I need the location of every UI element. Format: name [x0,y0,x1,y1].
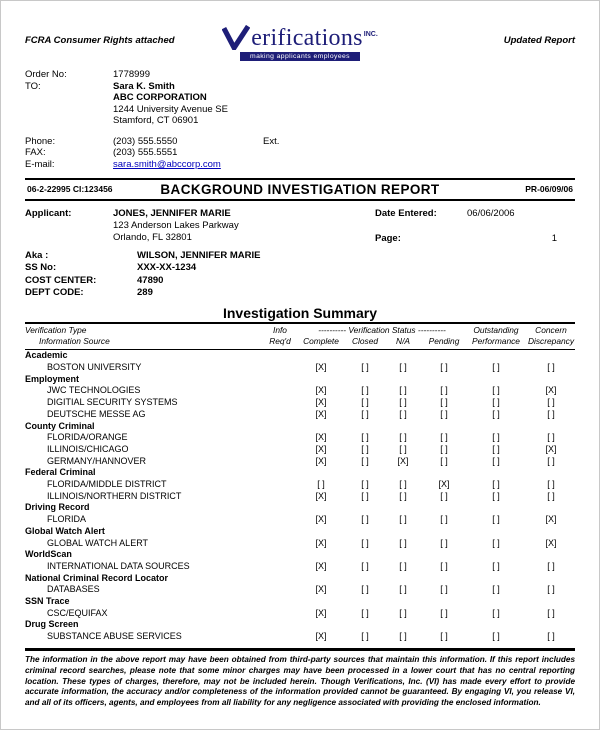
source-row [25,514,575,526]
mark-pending: [ ] [440,362,448,373]
source-row [25,561,575,573]
source-row [25,608,575,620]
source-label: GLOBAL WATCH ALERT [47,537,149,548]
fax-label: FAX: [25,147,46,159]
mark-na: [ ] [399,560,407,571]
mark-concern: [X] [545,537,557,548]
mark-na: [ ] [399,362,407,373]
summary-table-header [25,324,575,350]
category-label: Employment [25,373,80,384]
category-row [25,596,575,608]
mark-na: [X] [397,455,409,466]
category-label: National Criminal Record Locator [25,572,169,583]
mark-closed: [ ] [361,490,369,501]
mark-pending: [ ] [440,560,448,571]
mark-complete: [ ] [317,479,325,490]
mark-na: [ ] [399,408,407,419]
bottom-rule [25,648,575,651]
disclaimer-text: The information in the above report may have been obtained from third-party sources that maintain this information. If this report includes criminal record searches, please note that some minor charges may have been processed in a lower court that has no central reporting location. These types of charges, therefore, may not be included herein. Though Verifications, Inc. (VI) has made every effort to provide accurate information, the accuracy and/or completeness of the information provided cannot be guaranteed. By engaging VI, you release VI, and all of its officers, agents, and employees from all liability for any negligence associated with providing the enclosed information. [25,654,575,708]
source-row [25,432,575,444]
mark-pending: [ ] [440,631,448,642]
source-row [25,479,575,491]
mark-outstanding: [ ] [492,560,500,571]
order-block [25,69,575,171]
mark-closed: [ ] [361,408,369,419]
category-label: SSN Trace [25,596,70,607]
header-performance: Performance [472,336,520,347]
header-pending: Pending [428,336,460,347]
mark-na: [ ] [399,479,407,490]
mark-closed: [ ] [361,385,369,396]
mark-concern: [X] [545,385,557,396]
mark-outstanding: [ ] [492,362,500,373]
order-no-label: Order No: [25,69,67,80]
category-row [25,573,575,585]
mark-pending: [ ] [440,490,448,501]
header-closed: Closed [351,336,379,347]
category-label: County Criminal [25,420,95,431]
date-entered-value: 06/06/2006 [467,207,515,219]
mark-outstanding: [ ] [492,397,500,408]
mark-closed: [ ] [361,479,369,490]
mark-concern: [ ] [547,455,555,466]
category-row [25,619,575,631]
mark-closed: [ ] [361,584,369,595]
mark-concern: [ ] [547,584,555,595]
category-label: WorldScan [25,549,72,560]
page-header [25,25,575,61]
phone-label: Phone: [25,135,56,147]
source-label: JWC TECHNOLOGIES [47,385,141,396]
source-label: CSC/EQUIFAX [47,607,108,618]
source-label: DATABASES [47,584,100,595]
source-label: GERMANY/HANNOVER [47,455,147,466]
applicant-label: Applicant: [25,207,72,219]
mark-outstanding: [ ] [492,584,500,595]
applicant-section [25,208,575,245]
header-concern: Concern [535,325,567,336]
summary-table-body [25,350,575,643]
report-left-code: 06-2-22995 CI:123456 [27,184,113,195]
mark-closed: [ ] [361,443,369,454]
mark-complete: [X] [315,514,327,525]
source-label: ILLINOIS/NORTHERN DISTRICT [47,490,182,501]
category-row [25,549,575,561]
mark-pending: [ ] [440,514,448,525]
phone-value: (203) 555.5550 [113,135,178,147]
date-entered-label: Date Entered: [375,207,437,219]
header-discrepancy: Discrepancy [527,336,575,347]
mark-concern: [ ] [547,490,555,501]
applicant-name: JONES, JENNIFER MARIE [113,207,231,219]
mark-pending: [ ] [440,607,448,618]
mark-pending: [ ] [440,432,448,443]
source-row [25,631,575,643]
mark-na: [ ] [399,397,407,408]
category-row [25,374,575,386]
mark-outstanding: [ ] [492,631,500,642]
mark-complete: [X] [315,631,327,642]
mark-concern: [ ] [547,631,555,642]
mark-outstanding: [ ] [492,537,500,548]
source-row [25,491,575,503]
header-outstanding: Outstanding [473,325,519,336]
mark-closed: [ ] [361,397,369,408]
recipient-company: ABC CORPORATION [113,92,207,104]
dept-code-label: DEPT CODE: [25,286,84,298]
mark-na: [ ] [399,607,407,618]
mark-pending: [ ] [440,408,448,419]
mark-outstanding: [ ] [492,607,500,618]
fcra-note: FCRA Consumer Rights attached [25,35,175,46]
applicant-address2: Orlando, FL 32801 [113,231,192,243]
source-label: DEUTSCHE MESSE AG [47,408,146,419]
mark-closed: [ ] [361,432,369,443]
updated-report-note: Updated Report [503,35,575,46]
mark-outstanding: [ ] [492,455,500,466]
mark-concern: [ ] [547,479,555,490]
page-label: Page: [375,232,401,244]
source-row [25,584,575,596]
aka-label: Aka : [25,249,49,261]
dept-code-value: 289 [137,286,153,298]
mark-pending: [ ] [440,397,448,408]
source-label: DIGITIAL SECURITY SYSTEMS [47,397,178,408]
mark-na: [ ] [399,385,407,396]
mark-pending: [X] [438,479,450,490]
report-title: BACKGROUND INVESTIGATION REPORT [160,181,440,197]
source-row [25,444,575,456]
mark-na: [ ] [399,631,407,642]
aka-block [25,250,575,299]
aka-value: WILSON, JENNIFER MARIE [137,249,261,261]
category-label: Driving Record [25,502,90,513]
email-link[interactable]: sara.smith@abccorp.com [113,159,221,171]
category-label: Global Watch Alert [25,525,105,536]
mark-complete: [X] [315,385,327,396]
category-row [25,350,575,362]
mark-outstanding: [ ] [492,432,500,443]
recipient-address2: Stamford, CT 06901 [113,115,199,127]
mark-concern: [ ] [547,362,555,373]
source-label: FLORIDA [47,514,87,525]
mark-outstanding: [ ] [492,479,500,490]
logo-v-check-icon [222,25,250,50]
mark-closed: [ ] [361,362,369,373]
source-label: BOSTON UNIVERSITY [47,362,142,373]
summary-title: Investigation Summary [222,305,378,322]
mark-complete: [X] [315,362,327,373]
mark-pending: [ ] [440,385,448,396]
mark-na: [ ] [399,537,407,548]
recipient-address1: 1244 University Avenue SE [113,103,228,115]
logo-name: erifications [251,25,363,52]
report-right-code: PR-06/09/06 [525,184,573,195]
mark-outstanding: [ ] [492,514,500,525]
source-row [25,538,575,550]
mark-outstanding: [ ] [492,408,500,419]
to-label: TO: [25,80,41,92]
cost-center-value: 47890 [137,274,164,286]
mark-na: [ ] [399,584,407,595]
mark-closed: [ ] [361,560,369,571]
source-row [25,385,575,397]
mark-closed: [ ] [361,537,369,548]
mark-complete: [X] [315,455,327,466]
header-na: N/A [396,336,410,347]
mark-concern: [X] [545,514,557,525]
mark-concern: [ ] [547,560,555,571]
mark-pending: [ ] [440,537,448,548]
mark-complete: [X] [315,607,327,618]
mark-concern: [X] [545,443,557,454]
logo-inc-label: INC. [363,31,378,38]
header-info: Info [273,325,287,336]
logo-wordmark [222,25,378,50]
fax-value: (203) 555.5551 [113,147,178,159]
mark-na: [ ] [399,514,407,525]
source-label: FLORIDA/ORANGE [47,432,128,443]
mark-closed: [ ] [361,514,369,525]
logo-tagline: making applicants employees [240,52,360,61]
source-label: ILLINOIS/CHICAGO [47,443,129,454]
source-label: SUBSTANCE ABUSE SERVICES [47,631,182,642]
mark-concern: [ ] [547,397,555,408]
mark-complete: [X] [315,408,327,419]
mark-complete: [X] [315,443,327,454]
verifications-logo [200,25,400,61]
recipient-name: Sara K. Smith [113,80,175,92]
source-row [25,456,575,468]
ext-label: Ext. [263,135,280,147]
category-label: Academic [25,350,68,361]
header-reqd: Req'd [269,336,291,347]
category-label: Federal Criminal [25,467,96,478]
page-number: 1 [551,232,557,244]
applicant-address-block [113,208,239,245]
header-complete: Complete [303,336,339,347]
mark-closed: [ ] [361,455,369,466]
ssn-value: XXX-XX-1234 [137,262,197,274]
mark-na: [ ] [399,490,407,501]
order-no-value: 1778999 [113,69,150,80]
source-row [25,409,575,421]
mark-complete: [X] [315,432,327,443]
email-label: E-mail: [25,159,55,171]
source-row [25,397,575,409]
header-information-source: Information Source [39,336,110,347]
source-label: INTERNATIONAL DATA SOURCES [47,560,190,571]
mark-outstanding: [ ] [492,490,500,501]
mark-outstanding: [ ] [492,385,500,396]
category-label: Drug Screen [25,619,79,630]
ssn-label: SS No: [25,262,57,274]
mark-pending: [ ] [440,443,448,454]
category-row [25,502,575,514]
mark-complete: [X] [315,397,327,408]
mark-complete: [X] [315,560,327,571]
mark-na: [ ] [399,432,407,443]
header-verification-status: ---------- Verification Status ---------- [318,325,446,336]
mark-concern: [ ] [547,432,555,443]
header-verification-type: Verification Type [25,325,87,336]
category-row [25,421,575,433]
mark-concern: [ ] [547,607,555,618]
mark-complete: [X] [315,537,327,548]
report-title-bar [25,178,575,201]
mark-pending: [ ] [440,584,448,595]
mark-complete: [X] [315,490,327,501]
category-row [25,526,575,538]
source-label: FLORIDA/MIDDLE DISTRICT [47,479,167,490]
mark-outstanding: [ ] [492,443,500,454]
mark-complete: [X] [315,584,327,595]
source-row [25,362,575,374]
summary-table [25,322,575,643]
mark-closed: [ ] [361,607,369,618]
mark-na: [ ] [399,443,407,454]
category-row [25,467,575,479]
mark-closed: [ ] [361,631,369,642]
applicant-address1: 123 Anderson Lakes Parkway [113,219,239,231]
cost-center-label: COST CENTER: [25,274,97,286]
mark-pending: [ ] [440,455,448,466]
mark-concern: [ ] [547,408,555,419]
